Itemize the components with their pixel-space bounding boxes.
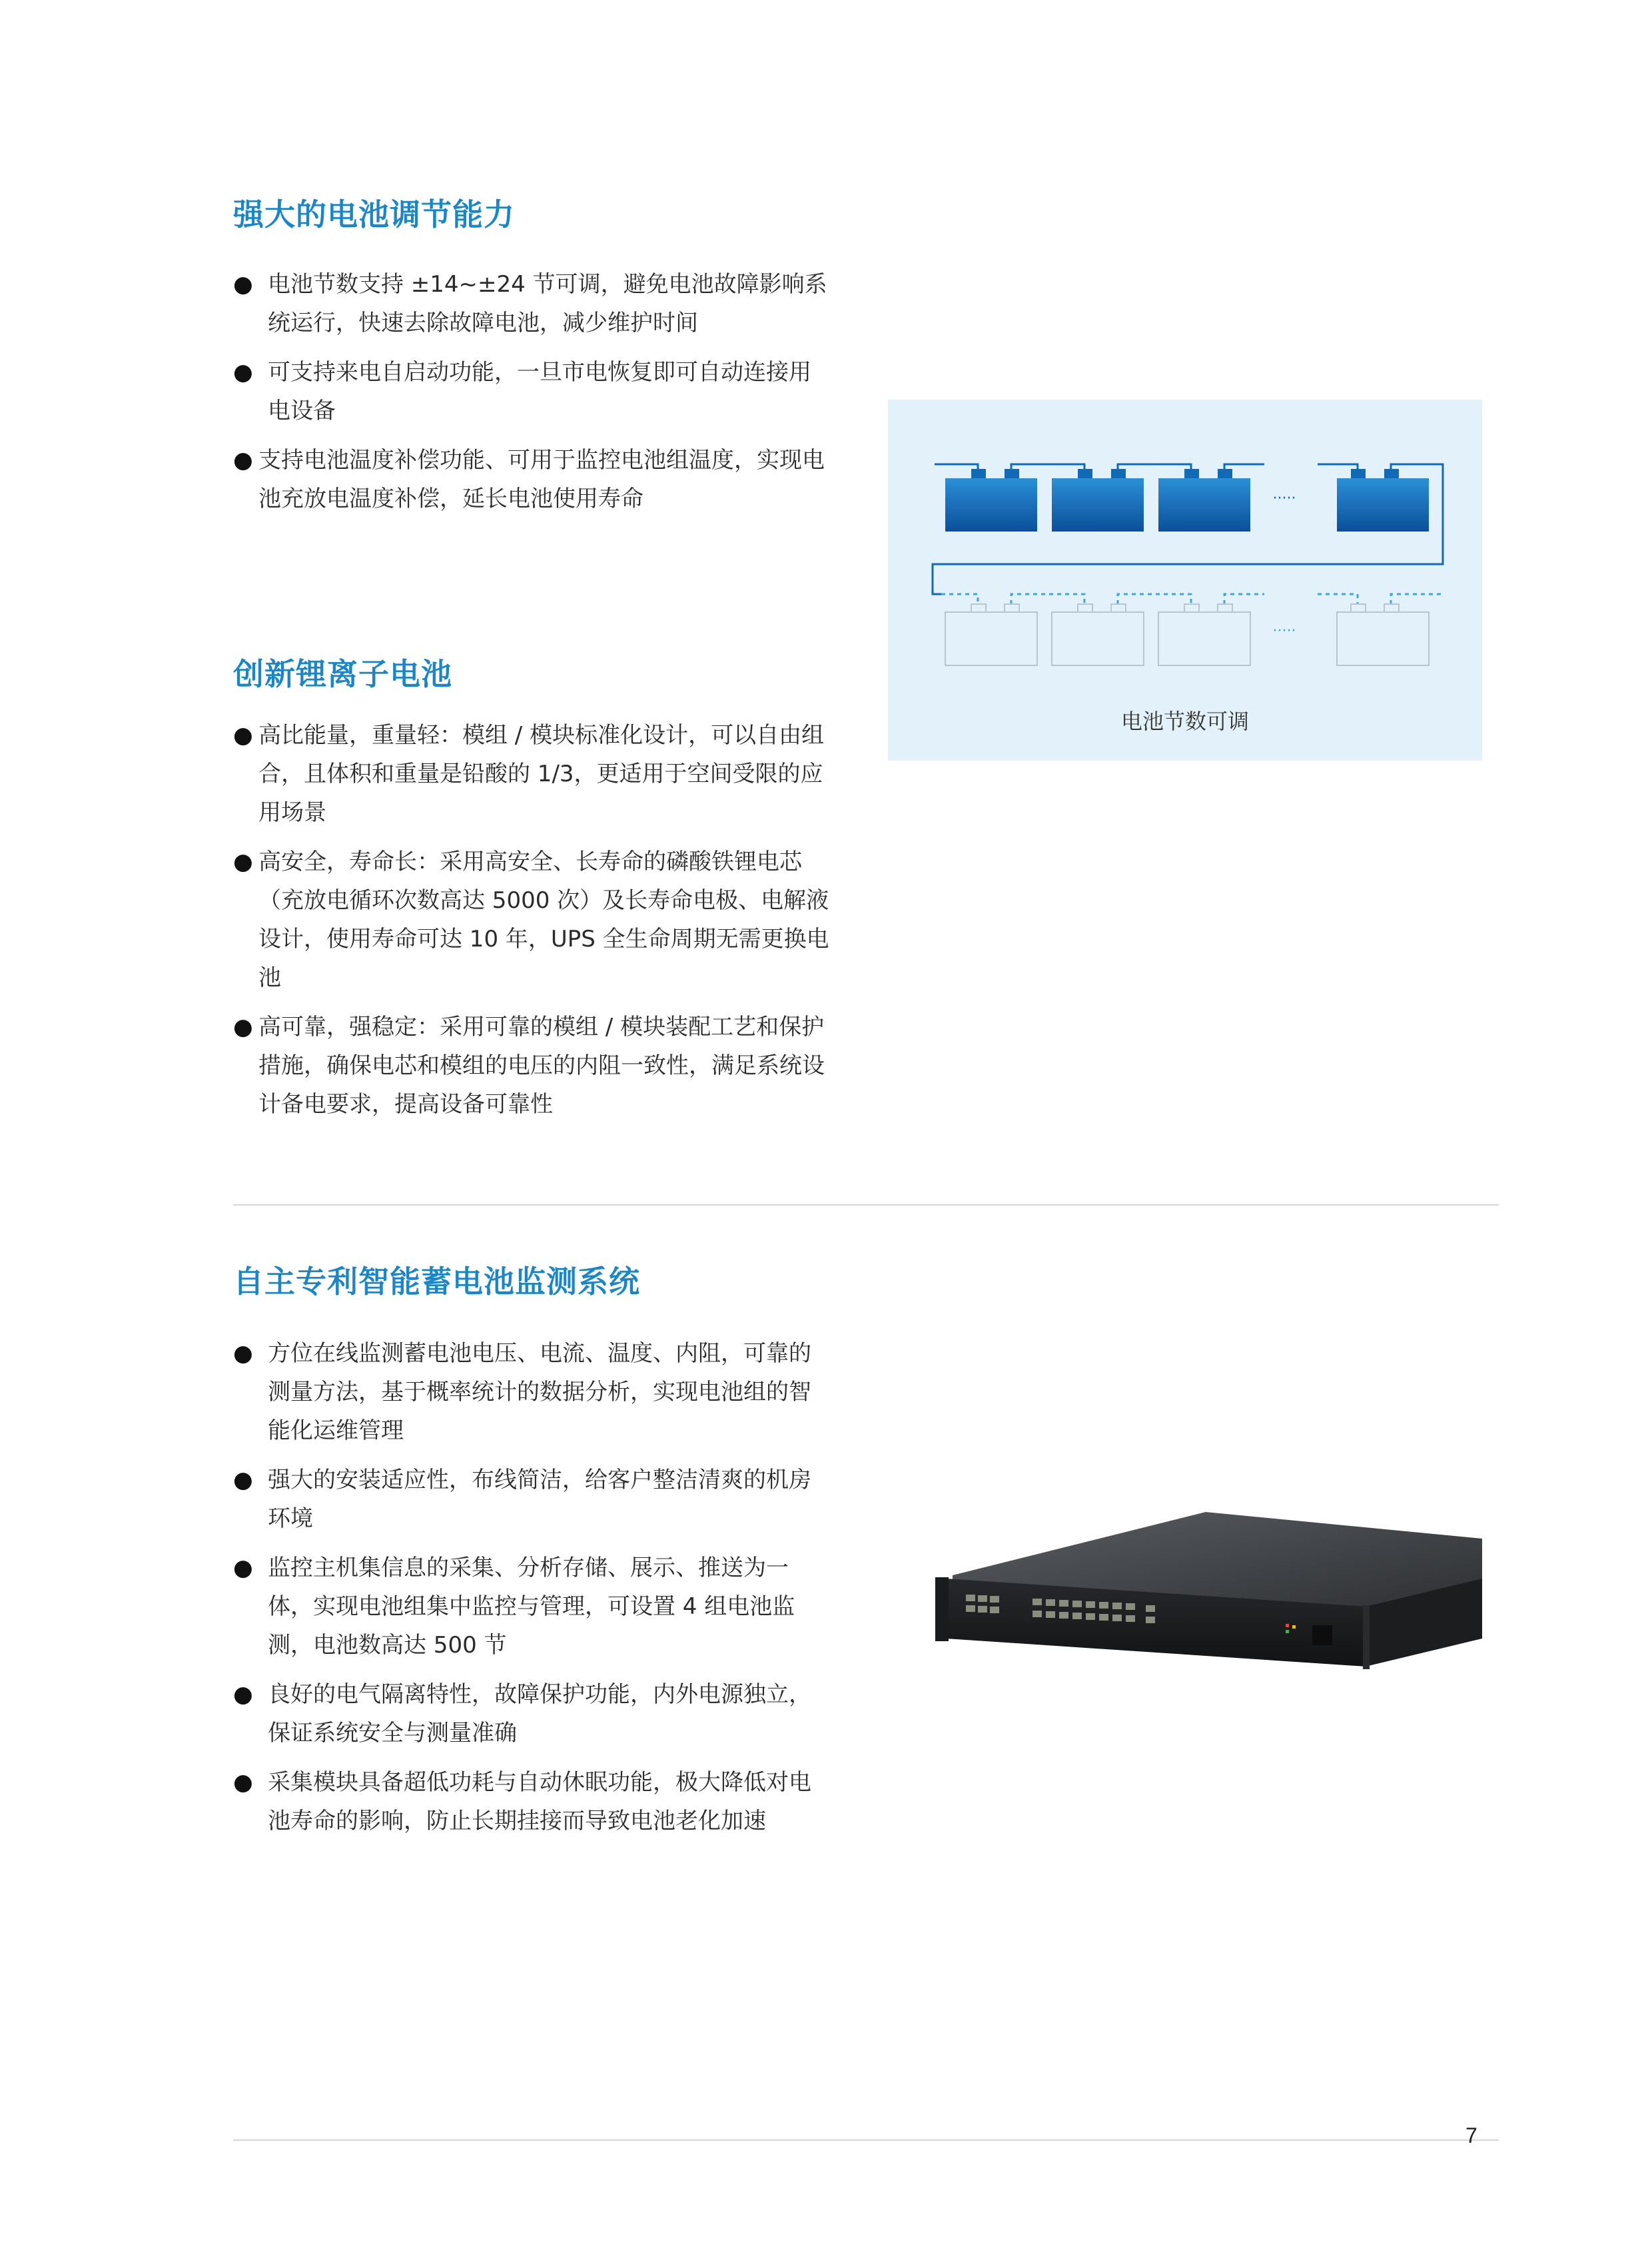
footer-divider — [233, 2139, 1499, 2141]
list-item-text: 高安全，寿命长：采用高安全、长寿命的磷酸铁锂电芯（充放电循环次数高达 5000 次）及长寿命电极、电解液设计，使用寿命可达 10 年，UPS 全生命周期无需更换电池 — [258, 849, 829, 991]
bottom-battery-row — [945, 604, 1429, 665]
list-item — [233, 1334, 833, 1450]
list-item-text: 监控主机集信息的采集、分析存储、展示、推送为一体，实现电池组集中监控与管理，可设置 4 组电池监测，电池数高达 500 节 — [268, 1555, 795, 1659]
battery-icon — [945, 469, 1037, 532]
list-battery-adjustment — [233, 265, 833, 529]
ellipsis-bottom: ····· — [1272, 623, 1296, 639]
list-item-text: 支持电池温度补偿功能、可用于监控电池组温度，实现电池充放电温度补偿，延长电池使用寿命 — [258, 447, 825, 512]
list-item — [233, 843, 833, 997]
bullet-icon: ● — [233, 1467, 253, 1493]
list-item — [233, 1675, 833, 1752]
section-divider — [233, 1204, 1499, 1206]
list-item — [233, 1008, 833, 1124]
list-item-text: 高比能量，重量轻：模组 / 模块标准化设计，可以自由组合，且体积和重量是铅酸的 1/3，更适用于空间受限的应用场景 — [258, 722, 825, 826]
list-lithium-battery — [233, 716, 833, 1134]
battery-outline-icon — [1337, 604, 1429, 665]
ellipsis-top: ····· — [1272, 490, 1296, 507]
list-item-text: 采集模块具备超低功耗与自动休眠功能，极大降低对电池寿命的影响，防止长期挂接而导致电池老化加速 — [268, 1769, 811, 1834]
bullet-icon: ● — [233, 1681, 253, 1708]
bullet-icon: ● — [233, 1340, 253, 1367]
battery-outline-icon — [1158, 604, 1250, 665]
list-item — [233, 265, 833, 342]
bullet-icon: ● — [233, 447, 253, 474]
list-item — [233, 1461, 833, 1538]
list-item-text: 高可靠，强稳定：采用可靠的模组 / 模块装配工艺和保护措施，确保电芯和模组的电压的内阻一致性，满足系统设计备电要求，提高设备可靠性 — [258, 1014, 825, 1118]
list-item — [233, 1763, 833, 1840]
battery-icon — [1158, 469, 1250, 532]
list-battery-monitoring — [233, 1334, 833, 1851]
list-item — [233, 1549, 833, 1665]
list-item-text: 良好的电气隔离特性，故障保护功能，内外电源独立，保证系统安全与测量准确 — [268, 1681, 811, 1746]
heading-lithium-battery: 创新锂离子电池 — [233, 656, 452, 692]
page-number: 7 — [1465, 2123, 1477, 2147]
bullet-icon: ● — [233, 271, 253, 298]
list-item — [233, 716, 833, 832]
bullet-icon: ● — [233, 1555, 253, 1581]
list-item-text: 可支持来电自启动功能，一旦市电恢复即可自动连接用电设备 — [268, 359, 811, 424]
bullet-icon: ● — [233, 1014, 253, 1040]
list-item-text: 方位在线监测蓄电池电压、电流、温度、内阻，可靠的测量方法，基于概率统计的数据分析，实现电池组的智能化运维管理 — [268, 1340, 811, 1444]
battery-icon — [1337, 469, 1429, 532]
battery-outline-icon — [1052, 604, 1144, 665]
heading-battery-adjustment: 强大的电池调节能力 — [233, 196, 515, 232]
top-battery-row — [945, 469, 1429, 532]
battery-count-diagram — [888, 400, 1482, 761]
monitoring-host-image — [926, 1512, 1492, 1725]
list-item — [233, 441, 833, 518]
bottom-wiring — [941, 594, 1443, 604]
bullet-icon: ● — [233, 849, 253, 875]
rack-unit-icon — [926, 1512, 1492, 1725]
list-item-text: 强大的安装适应性，布线简洁，给客户整洁清爽的机房环境 — [268, 1467, 811, 1532]
list-item — [233, 353, 833, 430]
diagram-caption: 电池节数可调 — [1120, 709, 1249, 734]
heading-battery-monitoring: 自主专利智能蓄电池监测系统 — [233, 1264, 640, 1300]
bullet-icon: ● — [233, 1769, 253, 1796]
list-item-text: 电池节数支持 ±14~±24 节可调，避免电池故障影响系统运行，快速去除故障电池，减少维护时间 — [268, 271, 827, 336]
battery-icon — [1052, 469, 1144, 532]
bullet-icon: ● — [233, 722, 253, 749]
battery-outline-icon — [945, 604, 1037, 665]
bullet-icon: ● — [233, 359, 253, 386]
